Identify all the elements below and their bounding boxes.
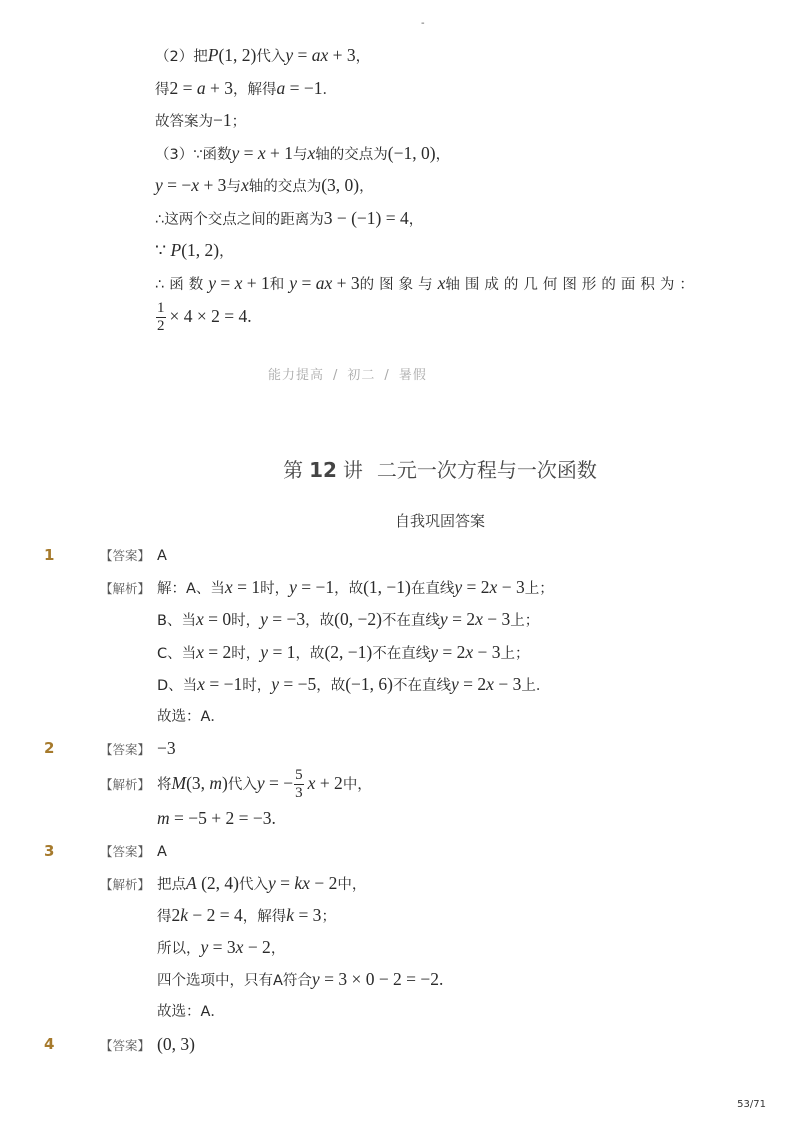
fraction-denominator: 3 xyxy=(295,785,303,802)
text-run: 故选：A． xyxy=(157,1004,225,1021)
math-expression: x = 1 xyxy=(224,577,261,598)
math-expression: y = −3 xyxy=(260,609,306,630)
text-run: 代入 xyxy=(238,876,268,893)
section-subheading: 自我巩固答案 xyxy=(394,512,485,530)
text-run: 中， xyxy=(337,876,367,893)
math-expression: × 4 × 2 = 4. xyxy=(169,306,252,326)
top-mark: - xyxy=(421,18,425,29)
analysis-line xyxy=(0,931,800,963)
fraction xyxy=(294,768,304,801)
math-expression: (2, −1) xyxy=(324,641,373,662)
answer-label: 【答案】 xyxy=(100,843,151,859)
math-expression: (−1, 0) xyxy=(387,142,436,163)
math-expression: x xyxy=(437,272,446,293)
answer-line xyxy=(0,1028,800,1060)
text-run: 把点 xyxy=(157,876,186,893)
text-run: 轴的交点为 xyxy=(248,179,322,195)
math-expression: (−1, 6) xyxy=(345,673,394,694)
solution-line xyxy=(155,169,699,202)
math-expression: y = − xyxy=(256,773,294,794)
solution-line xyxy=(155,202,699,235)
math-expression: x = −1 xyxy=(197,673,243,694)
math-expression: P(1, 2) xyxy=(207,45,257,65)
solution-line xyxy=(155,39,699,72)
solution-line xyxy=(155,267,699,300)
text-run: 轴的交点为 xyxy=(315,146,388,163)
answer-list xyxy=(0,539,800,1060)
math-expression: (0, 3) xyxy=(157,1033,195,1054)
text-run: 和 xyxy=(269,276,290,293)
answer-item xyxy=(0,732,800,834)
text-run: 得 xyxy=(157,908,172,925)
math-expression: (1, −1) xyxy=(363,577,411,598)
math-expression: y = −5 xyxy=(271,673,317,694)
math-expression: y = ax + 3 xyxy=(285,45,356,65)
lecture-title: 二元一次方程与一次函数 xyxy=(376,458,597,482)
text-run: ∴函数 xyxy=(155,276,209,293)
text-run: 与 xyxy=(293,146,308,163)
analysis-label: 【解析】 xyxy=(100,777,151,793)
analysis-line xyxy=(0,571,800,603)
text-run: （3）∵函数 xyxy=(155,146,232,163)
text-run: ， xyxy=(355,49,371,65)
answer-label: 【答案】 xyxy=(100,742,151,758)
fraction-denominator: 2 xyxy=(157,318,165,334)
lecture-number: 12 xyxy=(309,458,337,482)
breadcrumb-item: 初二 xyxy=(347,368,376,383)
text-run: ， xyxy=(435,146,451,163)
breadcrumb-separator: / xyxy=(333,368,339,383)
analysis-line xyxy=(0,636,800,668)
text-run: ，故 xyxy=(334,581,364,598)
answer-line xyxy=(0,835,800,867)
fraction-numerator: 1 xyxy=(157,300,165,316)
math-expression: −1 xyxy=(213,110,232,130)
analysis-line xyxy=(0,668,800,700)
math-expression: m = −5 + 2 = −3. xyxy=(157,808,276,829)
text-run: 上； xyxy=(524,581,554,598)
math-expression: y = ax + 3 xyxy=(289,272,360,293)
solution-line xyxy=(155,72,699,105)
math-expression: −3 xyxy=(157,738,176,759)
text-run: 时， xyxy=(242,677,272,694)
text-run: 上； xyxy=(500,645,530,662)
text-run: ∴这两个交点之间的距离为 xyxy=(155,211,324,228)
text-run: ，故 xyxy=(305,613,335,630)
math-expression: k = 3 xyxy=(286,904,322,925)
solution-line xyxy=(155,137,699,170)
analysis-line xyxy=(0,603,800,635)
text-run: 中， xyxy=(342,777,372,794)
text-run: 将 xyxy=(157,777,172,794)
math-expression: y = 3x − 2 xyxy=(200,937,271,958)
item-number: 2 xyxy=(44,739,55,758)
text-run: 不在直线 xyxy=(393,677,452,694)
answer-label: 【答案】 xyxy=(100,1037,151,1053)
analysis-line xyxy=(0,995,800,1027)
page-footer-breadcrumb xyxy=(268,367,427,385)
solution-continuation xyxy=(155,39,699,333)
math-expression: y = kx − 2 xyxy=(267,872,338,893)
text-run: 代入 xyxy=(227,777,257,794)
math-expression: y = x + 1 xyxy=(231,142,294,163)
breadcrumb-item: 能力提高 xyxy=(268,368,325,383)
fraction xyxy=(156,301,166,334)
math-expression: y = 2x − 3 xyxy=(430,641,501,662)
answer-item xyxy=(0,539,800,732)
math-expression: 2k − 2 = 4 xyxy=(171,904,243,925)
text-run: ，解得 xyxy=(233,81,277,98)
answer-line xyxy=(0,539,800,571)
text-run: 上． xyxy=(521,677,551,694)
answer-label: 【答案】 xyxy=(100,548,151,563)
text-run: ，故 xyxy=(295,645,325,662)
text-run: 的图象与 xyxy=(359,276,438,293)
analysis-label: 【解析】 xyxy=(100,581,151,597)
fraction-numerator: 5 xyxy=(295,767,303,784)
item-number: 1 xyxy=(44,546,55,564)
item-number: 3 xyxy=(44,841,55,860)
text-run: 四个选项中，只有A符合 xyxy=(157,973,312,990)
answer-line xyxy=(0,732,800,764)
solution-line xyxy=(155,299,699,333)
text-run: 故答案为 xyxy=(155,114,213,130)
breadcrumb-separator: / xyxy=(384,368,390,383)
solution-line xyxy=(155,234,699,267)
solution-line xyxy=(155,104,699,137)
math-expression: x + 2 xyxy=(307,773,343,794)
analysis-line xyxy=(0,700,800,732)
math-expression: y = −1 xyxy=(289,577,335,598)
text-run: ． xyxy=(322,81,337,98)
text-run: A xyxy=(157,843,167,860)
math-expression: (3, 0) xyxy=(321,175,360,195)
text-run: ； xyxy=(321,908,336,925)
text-run: ， xyxy=(408,211,424,228)
math-expression: y = 2x − 3 xyxy=(454,577,525,598)
text-run: B、当 xyxy=(157,613,196,630)
math-expression: A (2, 4) xyxy=(186,872,239,893)
text-run: C、当 xyxy=(157,645,197,662)
text-run: 上； xyxy=(510,613,540,630)
math-expression: 3 − (−1) = 4 xyxy=(323,207,409,228)
text-run: 轴围成的几何图形的面积为： xyxy=(445,276,699,293)
text-run: ， xyxy=(219,244,234,260)
math-expression: 2 = a + 3 xyxy=(169,77,233,98)
text-run: A xyxy=(157,548,167,564)
analysis-line xyxy=(0,963,800,995)
text-run: 时， xyxy=(231,645,261,662)
lecture-suffix: 讲 xyxy=(342,458,363,482)
text-run: 不在直线 xyxy=(381,613,440,630)
math-expression: ∵ P(1, 2) xyxy=(155,240,220,260)
math-expression: M(3, m) xyxy=(171,773,228,794)
item-number: 4 xyxy=(44,1034,55,1053)
answer-item xyxy=(0,1028,800,1060)
text-run: 在直线 xyxy=(410,581,455,598)
math-expression: y = x + 1 xyxy=(208,272,270,293)
text-run: 代入 xyxy=(256,49,286,65)
text-run: 所以， xyxy=(157,941,201,958)
text-run: ； xyxy=(231,114,247,130)
text-run: D、当 xyxy=(157,677,198,694)
text-run: 得 xyxy=(155,81,170,98)
analysis-line xyxy=(0,802,800,834)
math-expression: y = 3 × 0 − 2 = −2. xyxy=(311,969,444,990)
math-expression: y = −x + 3 xyxy=(155,175,227,195)
math-expression: x xyxy=(240,175,249,195)
analysis-label: 【解析】 xyxy=(100,876,151,892)
math-expression: a = −1 xyxy=(276,77,323,98)
text-run: ，解得 xyxy=(242,908,287,925)
page-number: 53/71 xyxy=(737,1099,766,1110)
text-run: 与 xyxy=(226,179,241,195)
lecture-heading xyxy=(80,456,800,484)
analysis-line xyxy=(0,764,800,802)
text-run: 故选：A． xyxy=(157,708,225,725)
analysis-line xyxy=(0,867,800,899)
text-run: 解：A、当 xyxy=(157,581,225,598)
answer-item xyxy=(0,835,800,1028)
math-expression: y = 2x − 3 xyxy=(451,673,522,694)
math-expression: x = 0 xyxy=(195,609,232,630)
math-expression: (0, −2) xyxy=(334,609,382,630)
lecture-prefix: 第 xyxy=(283,458,304,482)
math-expression: y = 1 xyxy=(260,641,296,662)
text-run: ，故 xyxy=(316,677,346,694)
text-run: 不在直线 xyxy=(372,645,431,662)
breadcrumb-item: 暑假 xyxy=(398,368,427,383)
math-expression: x xyxy=(307,142,316,163)
text-run: 时， xyxy=(231,613,261,630)
math-expression: y = 2x − 3 xyxy=(439,609,511,630)
analysis-line xyxy=(0,899,800,931)
text-run: ， xyxy=(270,941,286,958)
text-run: （2）把 xyxy=(155,49,208,65)
text-run: 时， xyxy=(260,581,290,598)
text-run: ， xyxy=(359,179,374,195)
math-expression: x = 2 xyxy=(196,641,232,662)
